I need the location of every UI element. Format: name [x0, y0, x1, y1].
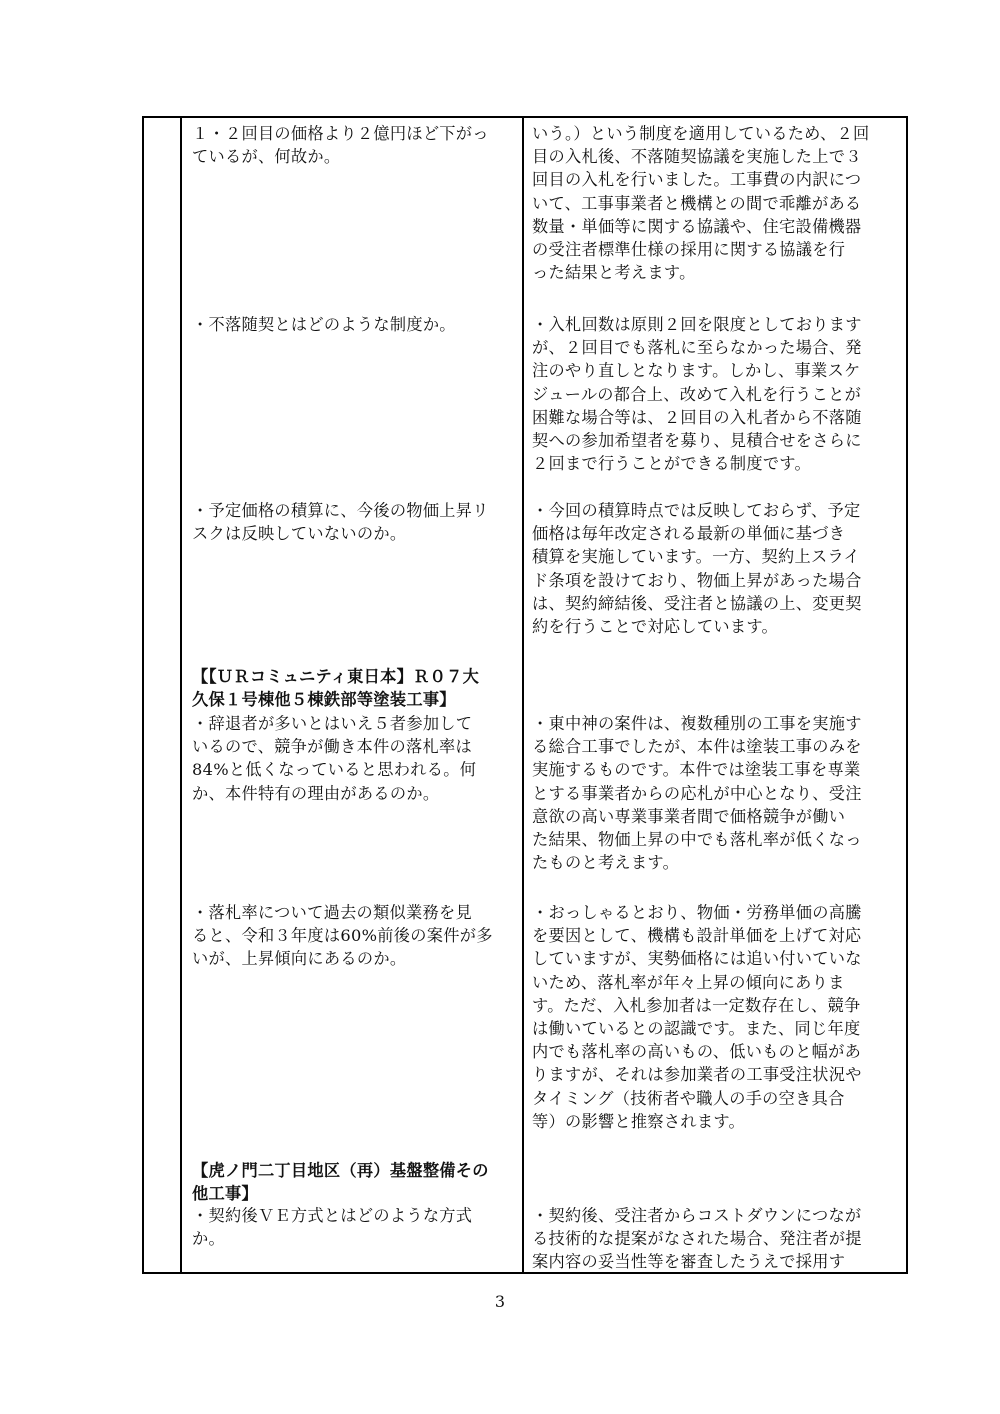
- question-cell: ・辞退者が多いとはいえ５者参加して いるので、競争が働き本件の落札率は 84%と低くなっていると思われる。何 か、本件特有の理由があるのか。: [192, 714, 477, 803]
- section-heading: 【虎ノ門二丁目地区（再）基盤整備その 他工事】: [192, 1161, 489, 1204]
- column-divider-middle: [522, 118, 524, 1272]
- qa-table: [142, 116, 908, 1274]
- answer-cell: ・今回の積算時点では反映しておらず、予定 価格は毎年改定される最新の単価に基づき 積算を実施しています。一方、契約上スライ ド条項を設けており、物価上昇があった場合 は、契約締結後、受注者と協議の上、変更契 約を行うことで対応しています。: [532, 501, 862, 637]
- question-cell: １・２回目の価格より２億円ほど下がっ ているが、何故か。: [192, 124, 489, 167]
- answer-cell: ・契約後、受注者からコストダウンにつなが る技術的な提案がなされた場合、発注者が提 案内容の妥当性等を審査したうえで採用す: [532, 1206, 862, 1272]
- answer-cell: ・入札回数は原則２回を限度としております が、２回目でも落札に至らなかった場合、発 注のやり直しとなります。しかし、事業スケ ジュールの都合上、改めて入札を行うことが 困難な場合等は、２回目の入札者から不落随 契への参加希望者を募り、見積合せをさらに ２回まで行うことができる制度です。: [532, 315, 862, 474]
- question-cell: ・契約後ＶＥ方式とはどのような方式 か。: [192, 1206, 473, 1249]
- answer-cell: ・おっしゃるとおり、物価・労務単価の高騰 を要因として、機構も設計単価を上げて対応 していますが、実勢価格には追い付いていな いため、落札率が年々上昇の傾向にありま す。ただ、入札参加者は一定数存在し、競争 は働いているとの認識です。また、同じ年度 内でも落札率の高いもの、低いものと幅があ りますが、それは参加業者の工事受注状況や タイミング（技術者や職人の手の空き具合 等）の影響と推察されます。: [532, 903, 862, 1131]
- page-number: 3: [494, 1292, 506, 1311]
- answer-cell: いう。）という制度を適用しているため、２回 目の入札後、不落随契協議を実施した上で３ 回目の入札を行いました。工事費の内訳につ いて、工事事業者と機構との間で乖離がある 数量・単価等に関する協議や、住宅設備機器 の受注者標準仕様の採用に関する協議を行 った結果と考えます。: [532, 124, 870, 283]
- section-heading: 【【ＵＲコミュニティ東日本】Ｒ０７大 久保１号棟他５棟鉄部等塗装工事】: [192, 667, 480, 710]
- answer-cell: ・東中神の案件は、複数種別の工事を実施す る総合工事でしたが、本件は塗装工事のみを 実施するものです。本件では塗装工事を専業 とする事業者からの応札が中心となり、受注 意欲の高い専業事業者間で価格競争が働い た結果、物価上昇の中でも落札率が低くなっ たものと考えます。: [532, 714, 862, 873]
- question-cell: ・落札率について過去の類似業務を見 ると、令和３年度は60%前後の案件が多 いが、上昇傾向にあるのか。: [192, 903, 493, 969]
- question-cell: ・予定価格の積算に、今後の物価上昇リ スクは反映していないのか。: [192, 501, 489, 544]
- question-cell: ・不落随契とはどのような制度か。: [192, 315, 456, 334]
- column-divider-left: [180, 118, 182, 1272]
